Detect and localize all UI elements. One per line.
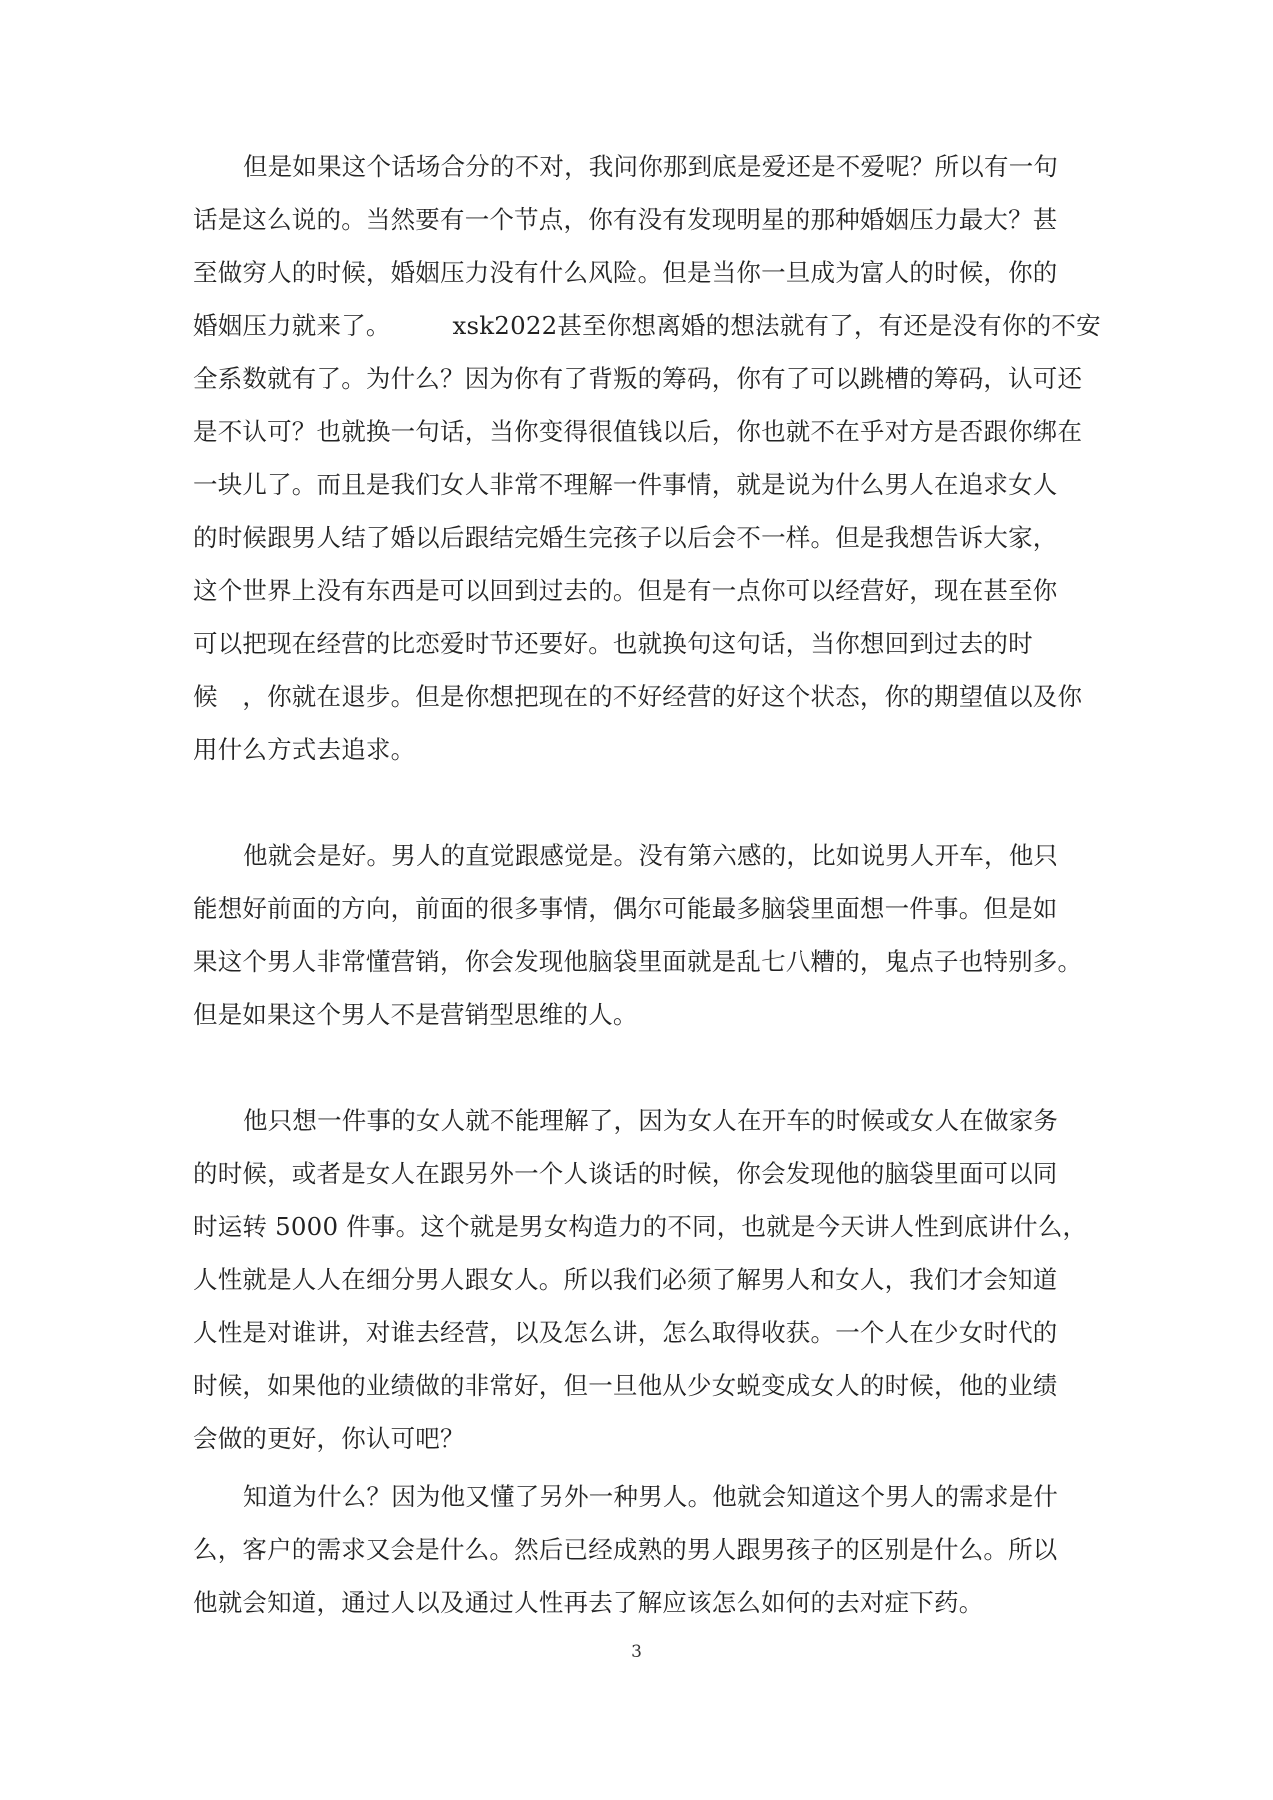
paragraph-2-line-2: 能想好前面的方向，前面的很多事情，偶尔可能最多脑袋里面想一件事。但是如 [193, 894, 1058, 923]
paragraph-1-line-7: 一块儿了。而且是我们女人非常不理解一件事情，就是说为什么男人在追求女人 [193, 470, 1058, 499]
paragraph-4-line-3: 他就会知道，通过人以及通过人性再去了解应该怎么如何的去对症下药。 [193, 1588, 984, 1617]
paragraph-1-line-1: 但是如果这个话场合分的不对，我问你那到底是爱还是不爱呢？所以有一句 [243, 152, 1059, 181]
paragraph-3-line-5: 人性是对谁讲，对谁去经营，以及怎么讲，怎么取得收获。一个人在少女时代的 [193, 1318, 1058, 1347]
paragraph-1-line-9: 这个世界上没有东西是可以回到过去的。但是有一点你可以经营好，现在甚至你 [193, 576, 1058, 605]
paragraph-3-line-3: 时运转 5000 件事。这个就是男女构造力的不同，也就是今天讲人性到底讲什么， [193, 1212, 1088, 1241]
paragraph-1-line-10: 可以把现在经营的比恋爱时节还要好。也就换句这句话，当你想回到过去的时 [193, 629, 1033, 658]
paragraph-4-line-2: 么，客户的需求又会是什么。然后已经成熟的男人跟男孩子的区别是什么。所以 [193, 1535, 1058, 1564]
paragraph-1-line-4: 婚姻压力就来了。 xsk2022甚至你想离婚的想法就有了，有还是没有你的不安 [193, 311, 1101, 340]
paragraph-1-line-8: 的时候跟男人结了婚以后跟结完婚生完孩子以后会不一样。但是我想告诉大家， [193, 523, 1058, 552]
paragraph-3-line-2: 的时候，或者是女人在跟另外一个人谈话的时候，你会发现他的脑袋里面可以同 [193, 1159, 1058, 1188]
paragraph-2-line-4: 但是如果这个男人不是营销型思维的人。 [193, 1000, 638, 1029]
paragraph-3-line-1: 他只想一件事的女人就不能理解了，因为女人在开车的时候或女人在做家务 [243, 1106, 1059, 1135]
paragraph-3-line-6: 时候，如果他的业绩做的非常好，但一旦他从少女蜕变成女人的时候，他的业绩 [193, 1371, 1058, 1400]
paragraph-1-line-11: 候 ，你就在退步。但是你想把现在的不好经营的好这个状态，你的期望值以及你 [193, 682, 1083, 711]
paragraph-3-line-7: 会做的更好，你认可吧？ [193, 1424, 465, 1453]
page-number: 3 [631, 1642, 642, 1662]
paragraph-1-line-2: 话是这么说的。当然要有一个节点，你有没有发现明星的那种婚姻压力最大？甚 [193, 205, 1058, 234]
paragraph-2-line-3: 果这个男人非常懂营销，你会发现他脑袋里面就是乱七八糟的，鬼点子也特别多。 [193, 947, 1083, 976]
paragraph-1-line-12: 用什么方式去追求。 [193, 735, 416, 764]
paragraph-2-line-1: 他就会是好。男人的直觉跟感觉是。没有第六感的，比如说男人开车，他只 [243, 841, 1059, 870]
paragraph-1-line-3: 至做穷人的时候，婚姻压力没有什么风险。但是当你一旦成为富人的时候，你的 [193, 258, 1058, 287]
paragraph-1-line-6: 是不认可？也就换一句话，当你变得很值钱以后，你也就不在乎对方是否跟你绑在 [193, 417, 1083, 446]
paragraph-3-line-4: 人性就是人人在细分男人跟女人。所以我们必须了解男人和女人，我们才会知道 [193, 1265, 1058, 1294]
paragraph-1-line-5: 全系数就有了。为什么？因为你有了背叛的筹码，你有了可以跳槽的筹码，认可还 [193, 364, 1083, 393]
paragraph-4-line-1: 知道为什么？因为他又懂了另外一种男人。他就会知道这个男人的需求是什 [243, 1482, 1059, 1511]
